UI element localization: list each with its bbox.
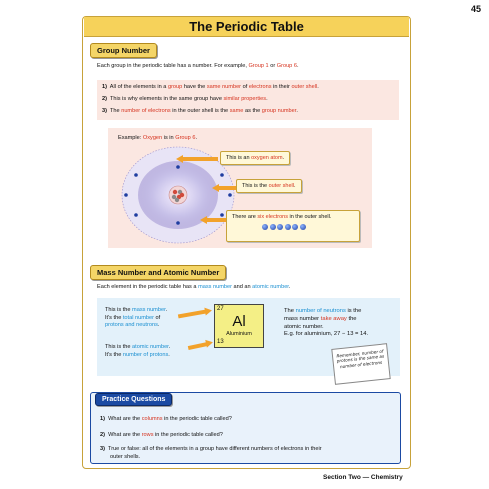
mass-number-intro: Each element in the periodic table has a mass number and an atomic number.: [97, 284, 291, 290]
reminder-note: Remember, number of protons is the same as number of electrons: [331, 343, 390, 385]
atomic-number-label: This is the atomic number. It's the number of protons.: [105, 344, 171, 358]
tile-symbol: Al: [232, 313, 246, 330]
tile-mass-number: 27: [217, 306, 224, 312]
six-electrons-callout: There are six electrons in the outer shell.: [226, 210, 360, 242]
tile-atomic-number: 13: [217, 339, 224, 345]
electron-6: [300, 224, 306, 230]
electrons-arrowhead: [200, 216, 207, 224]
atomic-number-arrowhead: [205, 338, 214, 347]
oxygen-example-text: Example: Oxygen is in Group 6.: [118, 135, 197, 141]
six-electrons-row: [262, 224, 354, 232]
group-point-2: 2) This is why elements in the same group have similar properties.: [102, 96, 268, 102]
group-number-intro: Each group in the periodic table has a number. For example, Group 1 or Group 6.: [97, 63, 299, 69]
group-number-heading: Group Number: [90, 43, 157, 58]
electron-1: [262, 224, 268, 230]
outer-shell-callout: This is the outer shell.: [236, 179, 302, 193]
practice-question-2: 2) What are the rows in the periodic table called?: [100, 432, 223, 438]
neutrons-explanation: The number of neutrons is the mass number take away the atomic number. E.g. for aluminium, 27 − 13 = 14.: [284, 308, 369, 338]
electron-5: [292, 224, 298, 230]
oxygen-atom-callout: This is an oxygen atom.: [220, 151, 290, 165]
practice-question-3: 3) True or false: all of the elements in a group have different numbers of electrons in their outer shells.: [100, 446, 322, 460]
mass-number-arrowhead: [204, 306, 212, 315]
mass-number-heading: Mass Number and Atomic Number: [90, 265, 226, 280]
tile-name: Aluminium: [226, 331, 252, 337]
electron-3: [277, 224, 283, 230]
page-title: The Periodic Table: [84, 17, 409, 37]
electron-4: [285, 224, 291, 230]
page-number: 45: [470, 4, 481, 14]
mass-number-label: This is the mass number. It's the total number of protons and neutrons.: [105, 307, 168, 329]
section-footer: Section Two — Chemistry: [323, 474, 403, 481]
electrons-arrow: [206, 218, 226, 222]
oxygen-atom-arrow: [182, 157, 218, 161]
practice-questions-heading: Practice Questions: [95, 393, 172, 406]
outer-shell-arrowhead: [212, 184, 219, 192]
group-point-1: 1) All of the elements in a group have the same number of electrons in their outer shell.: [102, 84, 319, 90]
oxygen-atom-arrowhead: [176, 155, 183, 163]
group-point-3: 3) The number of electrons in the outer shell is the same as the group number.: [102, 108, 298, 114]
outer-shell-arrow: [218, 186, 236, 190]
electron-2: [270, 224, 276, 230]
practice-question-1: 1) What are the columns in the periodic table called?: [100, 416, 232, 422]
element-tile: [214, 304, 264, 348]
